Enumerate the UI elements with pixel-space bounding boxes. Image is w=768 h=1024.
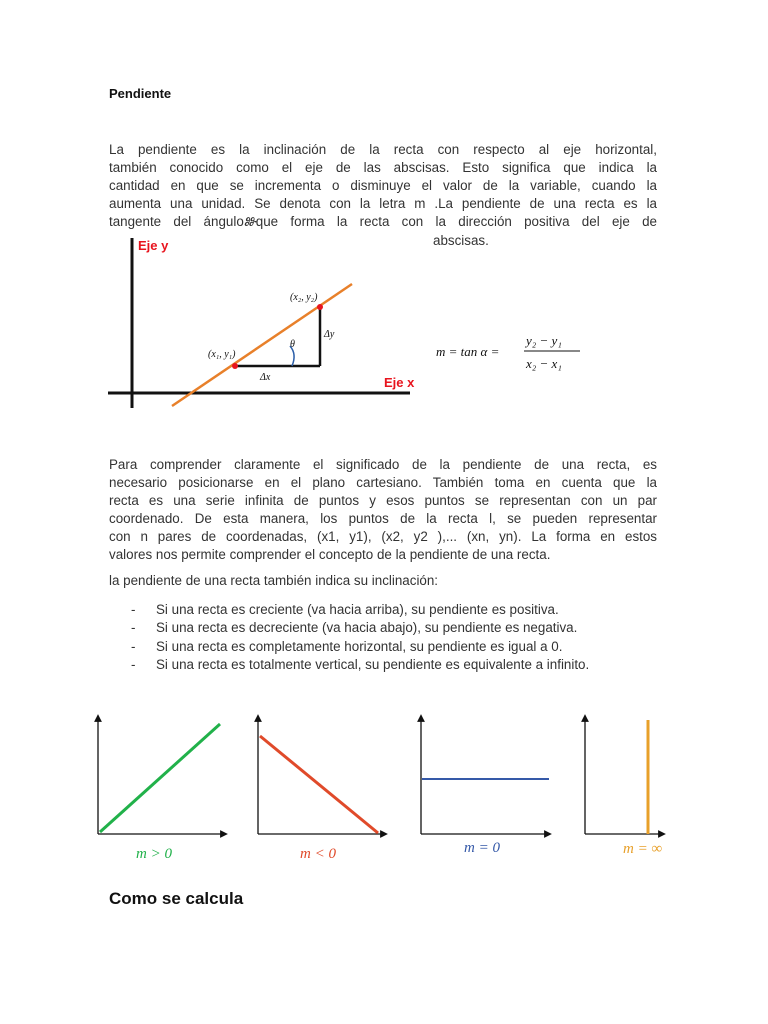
list-item-text: Si una recta es completamente horizontal, su pendiente es igual a 0. bbox=[156, 638, 563, 654]
section-heading: Pendiente bbox=[109, 86, 172, 101]
list-item-text: Si una recta es creciente (va hacia arriba), su pendiente es positiva. bbox=[156, 602, 559, 617]
list-item-text: Si una recta es decreciente (va hacia abajo), su pendiente es negativa. bbox=[156, 620, 578, 636]
list-intro: la pendiente de una recta también indica su inclinación: bbox=[109, 573, 439, 588]
list-item-text: Si una recta es totalmente vertical, su pendiente es equivalente a infinito. bbox=[156, 656, 590, 672]
graph-line bbox=[100, 724, 220, 832]
list-bullet: - bbox=[131, 638, 136, 654]
list-bullet: - bbox=[131, 656, 136, 672]
formula-lhs: m = tan α = bbox=[436, 344, 500, 359]
slope-formula bbox=[434, 326, 594, 376]
point-2-label: (x₂, y₂) bbox=[290, 292, 318, 303]
graph-positive-slope bbox=[98, 718, 224, 862]
paragraph-line: La pendiente es la inclinación de la recta con respecto al eje horizontal, bbox=[109, 142, 657, 157]
formula-denominator: x₂ − x₁ bbox=[526, 356, 562, 371]
alpha-glyph-icon: Ⱆ bbox=[243, 214, 256, 229]
point-2-dot bbox=[317, 304, 323, 310]
graph-negative-slope bbox=[258, 718, 384, 862]
delta-y-label: Δy bbox=[324, 329, 335, 340]
paragraph-line: recta es una serie infinita de puntos y esos puntos se representan con un par bbox=[109, 493, 657, 508]
slope-cases-list bbox=[131, 601, 589, 674]
list-item bbox=[131, 656, 589, 674]
sloped-line bbox=[172, 284, 352, 406]
paragraph-line: aumenta una unidad. Se denota con la letra m .La pendiente de una recta es la bbox=[109, 196, 657, 211]
graph-infinite-slope bbox=[585, 718, 662, 857]
paragraph-line-end: abscisas. bbox=[433, 233, 489, 248]
graph-zero-slope bbox=[421, 718, 549, 856]
list-bullet: - bbox=[131, 620, 136, 636]
paragraph-line: también conocido como el eje de las abscisas. Esto significa que indica la bbox=[109, 160, 657, 175]
delta-x-label: Δx bbox=[260, 372, 271, 383]
graph-label: m = ∞ bbox=[623, 841, 663, 857]
paragraph-line-tangent bbox=[109, 213, 657, 231]
paragraph-line: cantidad en que se incrementa o disminuye el valor de la variable, cuando la bbox=[109, 178, 657, 193]
graph-label: m < 0 bbox=[300, 846, 336, 862]
axis-y-label: Eje y bbox=[138, 238, 169, 253]
subheading-calculation: Como se calcula bbox=[109, 889, 244, 908]
paragraph-line-part: que forma la recta con la dirección positiva del eje de bbox=[255, 214, 657, 229]
paragraph-line: Para comprender claramente el significado de la pendiente de una recta, es bbox=[109, 457, 657, 472]
point-1-dot bbox=[232, 363, 238, 369]
slope-diagram bbox=[100, 234, 420, 410]
point-1-label: (x₁, y₁) bbox=[208, 349, 236, 360]
axis-x-label: Eje x bbox=[384, 375, 415, 390]
list-item bbox=[131, 601, 589, 619]
graph-label: m > 0 bbox=[136, 846, 172, 862]
formula-numerator: y₂ − y₁ bbox=[526, 333, 562, 348]
paragraph-definition bbox=[109, 141, 657, 231]
graph-line bbox=[260, 736, 378, 833]
list-item bbox=[131, 638, 589, 656]
list-item bbox=[131, 619, 589, 637]
graph-label: m = 0 bbox=[464, 840, 500, 856]
paragraph-line: coordenado. De esta manera, los puntos de la recta l, se pueden representar bbox=[109, 511, 657, 526]
paragraph-line: con n pares de coordenadas, (x1, y1), (x2, y2 ),... (xn, yn). La forma en estos bbox=[109, 529, 657, 544]
paragraph-line-part: tangente del ángulo bbox=[109, 214, 244, 229]
paragraph-cartesian bbox=[109, 456, 657, 564]
paragraph-line: valores nos permite comprender el concepto de la pendiente de una recta. bbox=[109, 547, 551, 562]
slope-types-figure bbox=[88, 712, 668, 862]
list-bullet: - bbox=[131, 602, 136, 617]
angle-label: θ bbox=[290, 339, 295, 350]
paragraph-line: necesario posicionarse en el plano cartesiano. También toma en cuenta que la bbox=[109, 475, 657, 490]
